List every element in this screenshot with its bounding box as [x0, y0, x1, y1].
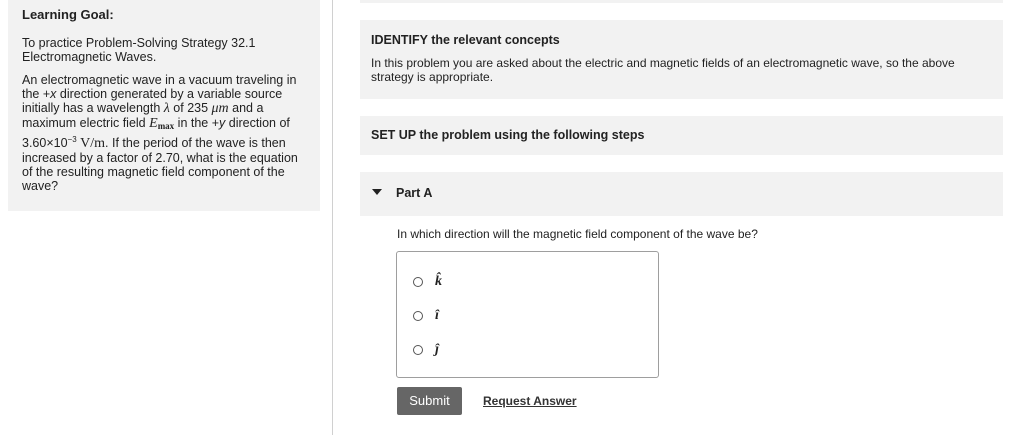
answer-options-box	[396, 251, 659, 378]
part-a-question: In which direction will the magnetic field component of the wave be?	[397, 227, 758, 241]
e-max-symbol: $E_{max}$	[149, 116, 175, 131]
part-a-title: Part A	[396, 186, 433, 200]
request-answer-link[interactable]: Request Answer	[483, 394, 577, 408]
setup-section[interactable]	[360, 116, 1003, 155]
submit-button[interactable]: Submit	[397, 387, 462, 415]
identify-title: IDENTIFY the relevant concepts	[371, 33, 560, 47]
option-label: k̂	[435, 274, 442, 289]
option-j[interactable]	[413, 342, 439, 358]
collapse-triangle-icon[interactable]	[372, 189, 382, 195]
option-label: î	[435, 308, 439, 323]
learning-goal-heading: Learning Goal:	[22, 7, 114, 22]
panel-divider	[332, 0, 333, 435]
identify-text: In this problem you are asked about the electric and magnetic fields of an electromagnetic wave, so the above strategy is appropriate.	[371, 56, 955, 84]
option-k[interactable]	[413, 274, 442, 290]
learning-goal-text: To practice Problem-Solving Strategy 32.1 Electromagnetic Waves.	[22, 36, 256, 64]
problem-statement: An electromagnetic wave in a vacuum traveling in the +x direction generated by a variable source initially has a wavelength λ of 235 μm and a maximum electric field $E_{max}$ in the +y direction of $3.60\times 10^{-3}$ V/m. If the period of the wave is then increased by a factor of 2.70, what is the equation of the resulting magnetic field component of the wave?	[22, 73, 298, 194]
radio-button[interactable]	[413, 311, 423, 321]
lambda-symbol: λ	[163, 101, 170, 116]
identify-section	[360, 20, 1003, 99]
learning-goal-panel	[8, 0, 320, 211]
top-section-edge	[360, 0, 1003, 3]
option-label: ĵ	[435, 342, 439, 357]
part-a-header[interactable]	[360, 172, 1003, 216]
radio-button[interactable]	[413, 277, 423, 287]
option-i[interactable]	[413, 308, 439, 324]
radio-button[interactable]	[413, 345, 423, 355]
setup-title: SET UP the problem using the following steps	[371, 128, 645, 142]
